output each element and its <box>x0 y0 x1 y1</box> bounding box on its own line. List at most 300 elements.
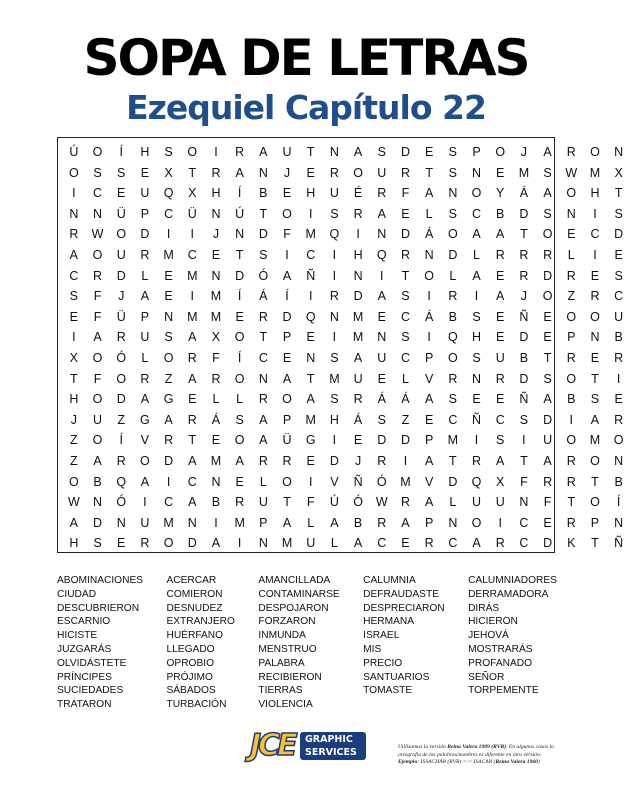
grid-cell[interactable]: O <box>590 309 600 324</box>
grid-cell[interactable]: M <box>518 165 530 180</box>
grid-cell[interactable]: G <box>305 433 316 448</box>
grid-cell[interactable]: Ñ <box>519 309 529 324</box>
grid-cell[interactable]: O <box>471 515 482 530</box>
grid-cell[interactable]: U <box>495 495 505 510</box>
grid-cell[interactable]: Q <box>447 330 458 345</box>
grid-cell[interactable]: Ñ <box>614 536 624 551</box>
grid-cell[interactable]: F <box>520 474 528 489</box>
grid-cell[interactable]: I <box>166 227 171 242</box>
grid-cell[interactable]: D <box>448 247 458 262</box>
grid-cell[interactable]: W <box>67 495 80 510</box>
grid-cell[interactable]: N <box>329 309 339 324</box>
grid-cell[interactable]: I <box>403 453 408 468</box>
grid-cell[interactable]: Ü <box>116 206 126 221</box>
grid-cell[interactable]: Q <box>116 474 127 489</box>
grid-cell[interactable]: N <box>258 536 268 551</box>
grid-cell[interactable]: N <box>211 268 221 283</box>
grid-cell[interactable]: I <box>427 330 431 345</box>
grid-cell[interactable]: O <box>187 145 198 159</box>
grid-cell[interactable]: D <box>519 371 529 386</box>
grid-cell[interactable]: O <box>234 371 245 386</box>
grid-cell[interactable]: B <box>353 515 363 530</box>
grid-cell[interactable]: R <box>448 289 458 304</box>
grid-cell[interactable]: M <box>210 453 222 468</box>
grid-cell[interactable]: E <box>590 350 600 365</box>
grid-cell[interactable]: O <box>140 453 150 468</box>
grid-cell[interactable]: M <box>352 330 364 345</box>
grid-cell[interactable]: P <box>424 350 434 365</box>
grid-cell[interactable]: I <box>356 227 360 242</box>
grid-cell[interactable]: E <box>211 247 221 262</box>
grid-cell[interactable]: Á <box>424 227 434 242</box>
grid-cell[interactable]: Ó <box>353 495 363 510</box>
grid-cell[interactable]: J <box>520 145 528 159</box>
grid-cell[interactable]: C <box>448 412 458 427</box>
grid-cell[interactable]: A <box>353 536 363 551</box>
grid-cell[interactable]: R <box>614 350 624 365</box>
grid-cell[interactable]: A <box>140 392 150 407</box>
grid-cell[interactable]: A <box>472 268 481 283</box>
grid-cell[interactable]: E <box>164 268 173 283</box>
grid-cell[interactable]: I <box>332 330 337 345</box>
grid-cell[interactable]: L <box>330 536 338 551</box>
grid-cell[interactable]: T <box>591 474 599 489</box>
grid-cell[interactable]: R <box>614 412 624 427</box>
grid-cell[interactable]: Z <box>70 433 78 448</box>
grid-cell[interactable]: A <box>496 227 505 242</box>
grid-cell[interactable]: O <box>116 227 127 242</box>
grid-cell[interactable]: E <box>496 165 505 180</box>
grid-cell[interactable]: S <box>543 206 552 221</box>
grid-cell[interactable]: N <box>116 515 126 530</box>
grid-cell[interactable]: X <box>164 165 173 180</box>
grid-cell[interactable]: I <box>190 227 195 242</box>
grid-cell[interactable]: N <box>448 186 458 201</box>
grid-cell[interactable]: O <box>566 186 577 201</box>
grid-cell[interactable]: S <box>543 165 552 180</box>
grid-cell[interactable]: J <box>283 165 291 180</box>
grid-cell[interactable]: R <box>116 330 126 345</box>
grid-cell[interactable]: B <box>614 330 623 345</box>
grid-cell[interactable]: T <box>567 495 576 510</box>
grid-cell[interactable]: A <box>353 145 363 159</box>
grid-cell[interactable]: I <box>308 474 313 489</box>
grid-cell[interactable]: T <box>520 453 528 468</box>
grid-cell[interactable]: D <box>164 453 174 468</box>
grid-cell[interactable]: R <box>69 227 79 242</box>
grid-cell[interactable]: L <box>259 474 267 489</box>
grid-cell[interactable]: O <box>234 433 245 448</box>
grid-cell[interactable]: R <box>495 371 505 386</box>
grid-cell[interactable]: E <box>353 433 363 448</box>
grid-cell[interactable]: R <box>282 453 292 468</box>
grid-cell[interactable]: L <box>141 268 149 283</box>
grid-cell[interactable]: E <box>496 268 505 283</box>
grid-cell[interactable]: Z <box>567 289 576 304</box>
grid-cell[interactable]: A <box>188 495 197 510</box>
grid-cell[interactable]: B <box>259 186 268 201</box>
grid-cell[interactable]: A <box>211 536 221 551</box>
grid-cell[interactable]: S <box>69 289 79 304</box>
grid-cell[interactable]: S <box>164 145 173 159</box>
grid-cell[interactable]: B <box>519 350 529 365</box>
grid-cell[interactable]: N <box>306 350 316 365</box>
grid-cell[interactable]: E <box>164 289 173 304</box>
grid-cell[interactable]: C <box>164 206 174 221</box>
grid-cell[interactable]: D <box>282 309 292 324</box>
grid-cell[interactable]: R <box>93 268 103 283</box>
grid-cell[interactable]: K <box>567 536 576 551</box>
grid-cell[interactable]: E <box>543 309 552 324</box>
grid-cell[interactable]: D <box>116 268 126 283</box>
grid-cell[interactable]: R <box>566 515 576 530</box>
grid-cell[interactable]: X <box>496 474 505 489</box>
grid-cell[interactable]: U <box>495 350 505 365</box>
grid-cell[interactable]: R <box>140 247 150 262</box>
grid-cell[interactable]: A <box>353 350 363 365</box>
grid-cell[interactable]: L <box>401 371 409 386</box>
grid-cell[interactable]: S <box>401 330 410 345</box>
grid-cell[interactable]: C <box>495 412 505 427</box>
grid-cell[interactable]: I <box>498 515 502 530</box>
grid-cell[interactable]: M <box>352 309 364 324</box>
grid-cell[interactable]: T <box>614 186 623 201</box>
grid-cell[interactable]: Z <box>70 453 78 468</box>
grid-cell[interactable]: E <box>282 186 292 201</box>
grid-cell[interactable]: N <box>69 206 79 221</box>
grid-cell[interactable]: O <box>116 371 127 386</box>
grid-cell[interactable]: S <box>614 206 623 221</box>
grid-cell[interactable]: S <box>235 412 244 427</box>
grid-cell[interactable]: F <box>306 495 315 510</box>
grid-cell[interactable]: A <box>93 330 102 345</box>
grid-cell[interactable]: A <box>496 289 505 304</box>
grid-cell[interactable]: D <box>400 227 410 242</box>
grid-cell[interactable]: F <box>401 186 410 201</box>
grid-cell[interactable]: H <box>211 186 221 201</box>
grid-cell[interactable]: A <box>259 412 268 427</box>
grid-cell[interactable]: A <box>164 412 173 427</box>
grid-cell[interactable]: A <box>424 186 434 201</box>
grid-cell[interactable]: V <box>330 474 339 489</box>
grid-cell[interactable]: R <box>187 412 197 427</box>
grid-cell[interactable]: O <box>447 350 458 365</box>
grid-cell[interactable]: A <box>543 145 552 159</box>
grid-cell[interactable]: R <box>519 247 529 262</box>
grid-cell[interactable]: C <box>187 474 197 489</box>
grid-cell[interactable]: I <box>308 206 313 221</box>
grid-cell[interactable]: E <box>282 350 292 365</box>
grid-cell[interactable]: O <box>92 145 103 159</box>
grid-cell[interactable]: E <box>496 392 505 407</box>
grid-cell[interactable]: D <box>543 536 553 551</box>
grid-cell[interactable]: I <box>214 145 218 159</box>
grid-cell[interactable]: C <box>258 350 268 365</box>
grid-cell[interactable]: Ü <box>116 309 126 324</box>
grid-cell[interactable]: F <box>93 371 102 386</box>
grid-cell[interactable]: N <box>93 495 103 510</box>
grid-cell[interactable]: T <box>543 350 552 365</box>
grid-cell[interactable]: C <box>400 309 410 324</box>
grid-cell[interactable]: R <box>400 247 410 262</box>
grid-cell[interactable]: U <box>472 495 482 510</box>
grid-cell[interactable]: Ü <box>282 433 292 448</box>
grid-cell[interactable]: U <box>543 433 553 448</box>
grid-cell[interactable]: Í <box>119 145 123 159</box>
grid-cell[interactable]: O <box>163 350 174 365</box>
grid-cell[interactable]: I <box>308 289 313 304</box>
grid-cell[interactable]: O <box>92 350 103 365</box>
grid-cell[interactable]: E <box>377 371 386 386</box>
grid-cell[interactable]: Á <box>519 186 529 201</box>
grid-cell[interactable]: R <box>424 536 434 551</box>
grid-cell[interactable]: L <box>307 515 315 530</box>
grid-cell[interactable]: A <box>93 453 102 468</box>
grid-cell[interactable]: A <box>330 515 339 530</box>
grid-cell[interactable]: D <box>140 227 150 242</box>
grid-cell[interactable]: E <box>496 330 505 345</box>
grid-cell[interactable]: B <box>448 309 458 324</box>
grid-cell[interactable]: Í <box>237 289 242 304</box>
grid-cell[interactable]: A <box>282 268 292 283</box>
grid-cell[interactable]: P <box>282 330 292 345</box>
grid-cell[interactable]: O <box>282 206 292 221</box>
grid-cell[interactable]: S <box>330 392 339 407</box>
grid-cell[interactable]: A <box>424 453 434 468</box>
grid-cell[interactable]: T <box>306 371 315 386</box>
grid-cell[interactable]: S <box>519 412 529 427</box>
grid-cell[interactable]: A <box>282 371 292 386</box>
grid-cell[interactable]: I <box>474 289 479 304</box>
grid-cell[interactable]: Á <box>377 392 386 407</box>
grid-cell[interactable]: R <box>590 289 600 304</box>
grid-cell[interactable]: N <box>614 515 624 530</box>
grid-cell[interactable]: J <box>212 227 220 242</box>
grid-cell[interactable]: Q <box>163 186 174 201</box>
grid-cell[interactable]: É <box>353 186 363 201</box>
grid-cell[interactable]: A <box>188 330 197 345</box>
grid-cell[interactable]: U <box>377 165 387 180</box>
grid-cell[interactable]: D <box>235 268 245 283</box>
grid-cell[interactable]: N <box>519 495 529 510</box>
grid-cell[interactable]: R <box>329 289 339 304</box>
grid-cell[interactable]: C <box>93 186 103 201</box>
grid-cell[interactable]: W <box>375 495 388 510</box>
grid-cell[interactable]: Í <box>285 289 289 304</box>
grid-cell[interactable]: E <box>377 309 386 324</box>
grid-cell[interactable]: O <box>92 392 103 407</box>
grid-cell[interactable]: N <box>448 515 458 530</box>
grid-cell[interactable]: R <box>377 453 387 468</box>
grid-cell[interactable]: A <box>543 392 552 407</box>
grid-cell[interactable]: E <box>306 165 315 180</box>
grid-cell[interactable]: N <box>187 515 197 530</box>
grid-cell[interactable]: O <box>566 309 577 324</box>
grid-cell[interactable]: A <box>424 392 434 407</box>
grid-cell[interactable]: R <box>258 309 268 324</box>
grid-cell[interactable]: Ñ <box>306 268 316 283</box>
grid-cell[interactable]: E <box>188 392 197 407</box>
grid-cell[interactable]: D <box>400 145 410 159</box>
grid-cell[interactable]: D <box>543 268 553 283</box>
grid-cell[interactable]: S <box>377 145 386 159</box>
grid-cell[interactable]: Z <box>401 412 410 427</box>
grid-cell[interactable]: R <box>448 371 458 386</box>
grid-cell[interactable]: R <box>543 474 553 489</box>
grid-cell[interactable]: O <box>92 433 103 448</box>
grid-cell[interactable]: I <box>332 247 337 262</box>
grid-cell[interactable]: S <box>448 145 458 159</box>
grid-cell[interactable]: O <box>68 474 79 489</box>
grid-cell[interactable]: A <box>472 227 481 242</box>
grid-cell[interactable]: R <box>164 433 174 448</box>
grid-cell[interactable]: L <box>567 247 575 262</box>
grid-cell[interactable]: N <box>164 309 174 324</box>
grid-cell[interactable]: P <box>567 330 576 345</box>
grid-cell[interactable]: R <box>258 392 268 407</box>
grid-cell[interactable]: L <box>236 392 244 407</box>
grid-cell[interactable]: E <box>235 474 244 489</box>
grid-cell[interactable]: R <box>400 165 410 180</box>
grid-cell[interactable]: S <box>472 350 481 365</box>
grid-cell[interactable]: N <box>424 247 434 262</box>
grid-cell[interactable]: C <box>69 268 79 283</box>
grid-cell[interactable]: Í <box>237 350 242 365</box>
grid-cell[interactable]: A <box>472 536 481 551</box>
grid-cell[interactable]: A <box>306 392 315 407</box>
grid-cell[interactable]: A <box>188 371 197 386</box>
grid-cell[interactable]: P <box>472 145 481 159</box>
grid-cell[interactable]: O <box>68 165 79 180</box>
grid-cell[interactable]: Ú <box>329 495 339 510</box>
grid-cell[interactable]: A <box>543 453 552 468</box>
grid-cell[interactable]: Á <box>424 309 434 324</box>
grid-cell[interactable]: P <box>424 515 434 530</box>
grid-cell[interactable]: Á <box>259 289 268 304</box>
grid-cell[interactable]: F <box>212 350 220 365</box>
grid-cell[interactable]: Ñ <box>519 392 529 407</box>
grid-cell[interactable]: U <box>258 495 268 510</box>
grid-cell[interactable]: O <box>471 186 482 201</box>
grid-cell[interactable]: A <box>69 247 79 262</box>
grid-cell[interactable]: I <box>522 433 526 448</box>
grid-cell[interactable]: X <box>69 350 79 365</box>
grid-cell[interactable]: N <box>472 165 482 180</box>
grid-cell[interactable]: R <box>566 474 576 489</box>
grid-cell[interactable]: T <box>70 371 78 386</box>
grid-cell[interactable]: U <box>140 330 150 345</box>
grid-cell[interactable]: O <box>282 392 292 407</box>
grid-cell[interactable]: I <box>190 289 195 304</box>
grid-cell[interactable]: O <box>613 433 624 448</box>
grid-cell[interactable]: V <box>424 474 434 489</box>
grid-cell[interactable]: D <box>93 515 103 530</box>
grid-cell[interactable]: E <box>543 330 552 345</box>
grid-cell[interactable]: L <box>425 206 433 221</box>
grid-cell[interactable]: R <box>329 165 339 180</box>
grid-cell[interactable]: G <box>140 412 150 427</box>
grid-cell[interactable]: L <box>473 247 480 262</box>
grid-cell[interactable]: H <box>590 186 600 201</box>
grid-cell[interactable]: M <box>589 433 601 448</box>
grid-cell[interactable]: R <box>495 536 505 551</box>
grid-cell[interactable]: R <box>353 206 363 221</box>
grid-cell[interactable]: T <box>283 495 291 510</box>
grid-cell[interactable]: J <box>118 289 125 304</box>
grid-cell[interactable]: A <box>282 515 292 530</box>
grid-cell[interactable]: M <box>400 474 411 489</box>
grid-cell[interactable]: L <box>212 392 220 407</box>
grid-cell[interactable]: N <box>377 330 387 345</box>
grid-cell[interactable]: T <box>449 453 457 468</box>
grid-cell[interactable]: P <box>424 433 434 448</box>
grid-cell[interactable]: P <box>282 412 292 427</box>
grid-cell[interactable]: U <box>353 371 363 386</box>
grid-cell[interactable]: V <box>140 433 150 448</box>
grid-cell[interactable]: U <box>116 247 126 262</box>
grid-cell[interactable]: H <box>306 186 316 201</box>
grid-cell[interactable]: T <box>188 165 197 180</box>
grid-cell[interactable]: E <box>424 412 434 427</box>
grid-cell[interactable]: S <box>330 206 339 221</box>
grid-cell[interactable]: D <box>400 433 410 448</box>
grid-cell[interactable]: H <box>353 247 363 262</box>
grid-cell[interactable]: A <box>235 453 244 468</box>
grid-cell[interactable]: E <box>472 392 481 407</box>
grid-cell[interactable]: I <box>569 412 574 427</box>
grid-cell[interactable]: C <box>306 247 316 262</box>
grid-cell[interactable]: M <box>163 247 174 262</box>
grid-cell[interactable]: R <box>495 247 505 262</box>
grid-cell[interactable]: N <box>93 206 103 221</box>
grid-cell[interactable]: S <box>259 247 268 262</box>
grid-cell[interactable]: U <box>282 145 292 159</box>
grid-cell[interactable]: M <box>305 227 316 242</box>
grid-cell[interactable]: E <box>496 309 505 324</box>
grid-cell[interactable]: D <box>519 330 529 345</box>
grid-cell[interactable]: P <box>259 515 268 530</box>
grid-cell[interactable]: E <box>401 536 410 551</box>
grid-cell[interactable]: A <box>377 206 386 221</box>
grid-cell[interactable]: A <box>140 474 150 489</box>
grid-cell[interactable]: U <box>306 536 316 551</box>
grid-cell[interactable]: B <box>211 495 221 510</box>
grid-cell[interactable]: I <box>72 330 76 345</box>
grid-cell[interactable]: I <box>616 371 621 386</box>
grid-cell[interactable]: O <box>566 371 577 386</box>
grid-cell[interactable]: S <box>614 268 623 283</box>
grid-cell[interactable]: R <box>543 247 553 262</box>
grid-cell[interactable]: Ü <box>187 206 197 221</box>
grid-cell[interactable]: J <box>70 412 77 427</box>
grid-cell[interactable]: E <box>140 165 150 180</box>
grid-cell[interactable]: X <box>614 165 623 180</box>
grid-cell[interactable]: W <box>91 227 104 242</box>
grid-cell[interactable]: E <box>69 309 79 324</box>
grid-cell[interactable]: J <box>520 289 528 304</box>
grid-cell[interactable]: I <box>143 495 147 510</box>
grid-cell[interactable]: T <box>235 247 244 262</box>
grid-cell[interactable]: C <box>400 350 410 365</box>
grid-cell[interactable]: O <box>234 330 245 345</box>
grid-cell[interactable]: N <box>211 206 221 221</box>
grid-cell[interactable]: A <box>259 145 268 159</box>
grid-cell[interactable]: I <box>214 515 218 530</box>
grid-cell[interactable]: N <box>258 165 268 180</box>
grid-cell[interactable]: E <box>306 453 315 468</box>
grid-cell[interactable]: R <box>377 186 387 201</box>
grid-cell[interactable]: S <box>448 392 458 407</box>
